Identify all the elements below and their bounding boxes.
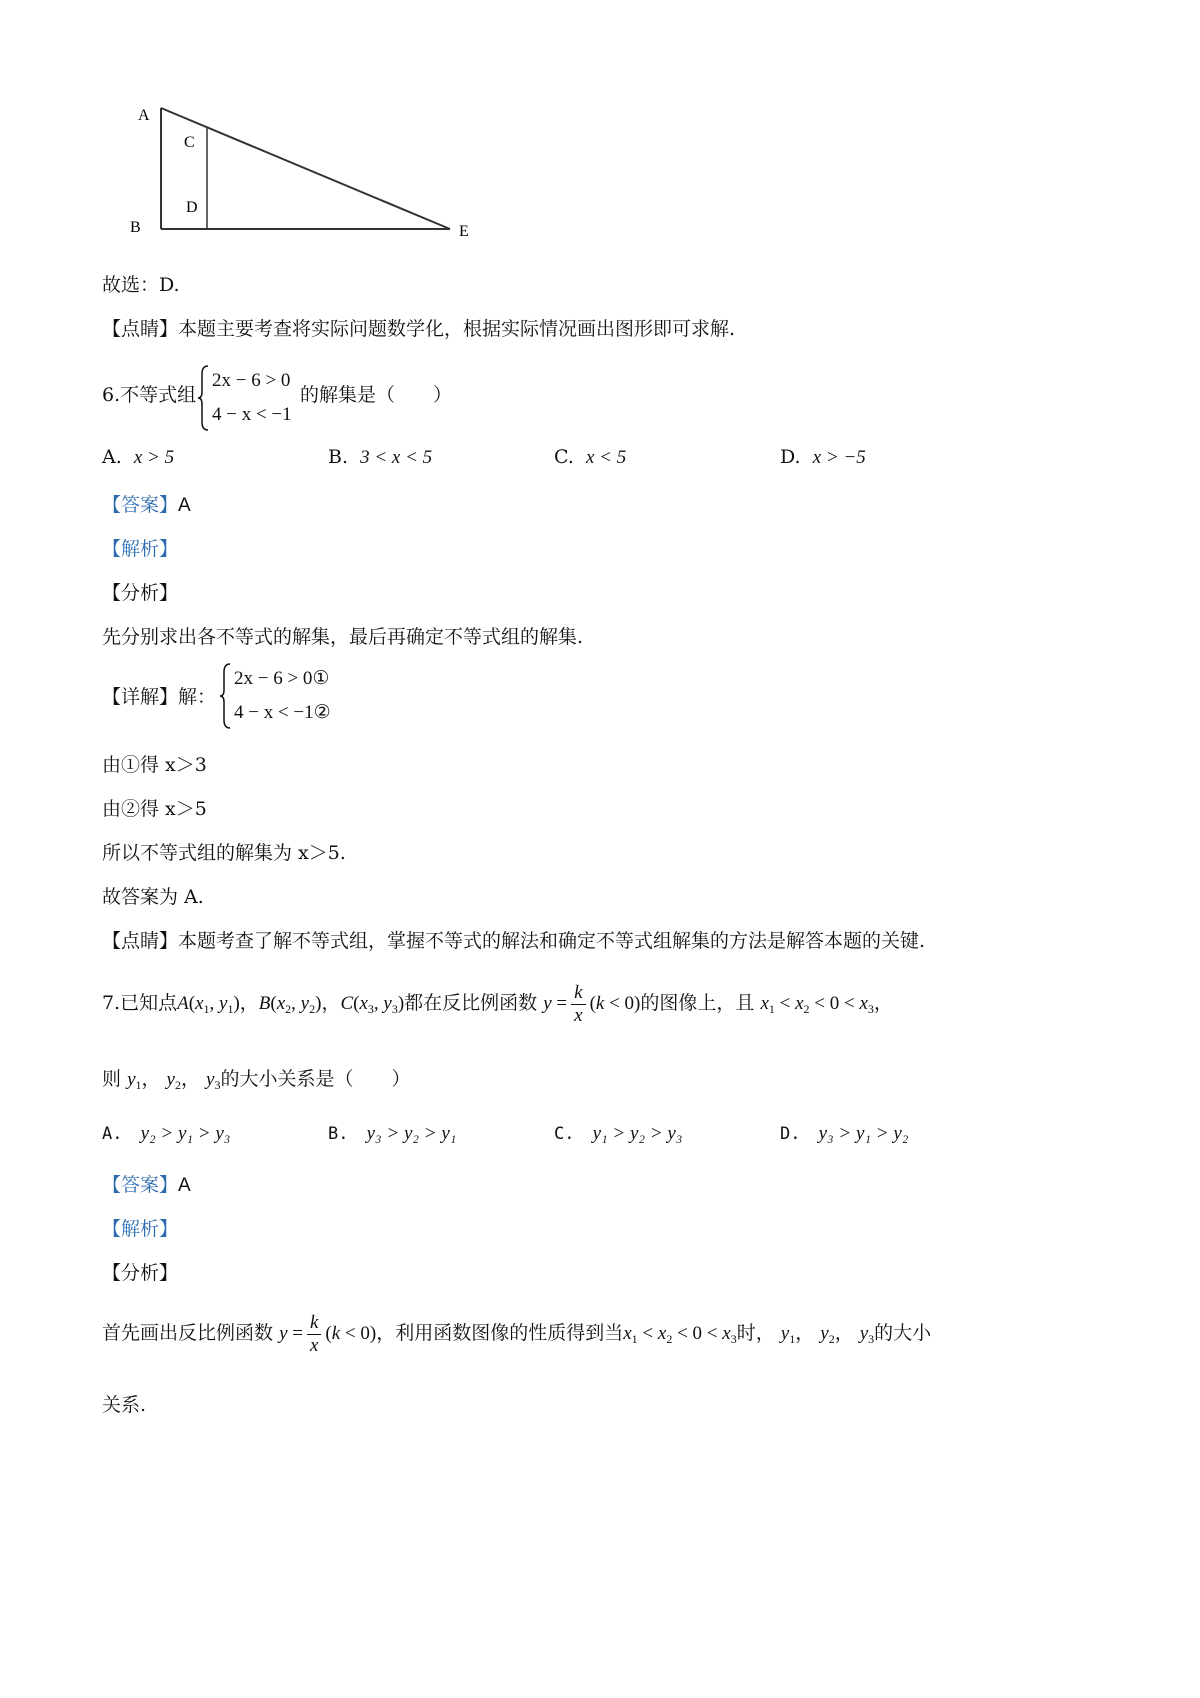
q7-analysis-tag: 【解析】	[102, 1218, 179, 1240]
q7-option-a-label: A.	[102, 1124, 123, 1144]
q7-option-b[interactable]	[328, 1122, 456, 1145]
q7-option-c[interactable]	[554, 1122, 682, 1145]
q6-step2: 由②得 x＞5	[102, 798, 207, 820]
label-b: B	[130, 219, 141, 236]
segment-ae	[161, 108, 450, 229]
q6-suffix: 的解集是（ ）	[300, 384, 453, 406]
q7-stem-line1: 7.已知点$A(x_1$, $y_1$)，$B(x_2$, $y_2$)，$C(x_3$, $y_3$)都在反比例函数 y = $\frac{k}{x}$ (k < 0)的图像上，且 $x_1 < x_2 < 0 < x_3$，	[102, 982, 893, 1026]
q7-fenxi-mid: ，利用函数图像的性质得到当	[376, 1321, 624, 1344]
brace-icon	[220, 662, 232, 730]
q7-answer-value: A	[178, 1175, 191, 1196]
q6-answer-value: A	[178, 495, 191, 516]
q6-option-b-text: 3 < x < 5	[360, 447, 433, 468]
q7-prefix: 7.已知点	[102, 991, 178, 1014]
q7-option-a[interactable]	[102, 1122, 230, 1145]
triangle-figure	[130, 100, 490, 260]
q6-option-c-label: C.	[554, 446, 574, 468]
q7-fenxi-last: 关系.	[102, 1394, 147, 1416]
q6-detail-prefix: 【详解】解：	[102, 686, 217, 708]
q6-fenxi-text: 先分别求出各不等式的解集，最后再确定不等式组的解集.	[102, 626, 584, 648]
q6-option-d-label: D.	[780, 446, 801, 468]
q7-mid1: 都在反比例函数	[404, 991, 538, 1014]
q7-answer	[102, 1170, 191, 1197]
q6-system-line2: 4 − x < −1	[212, 404, 292, 425]
q7-fenxi-end: 的大小	[874, 1321, 932, 1344]
q6-option-d-text: x > −5	[812, 447, 866, 468]
q6-comment: 【点睛】本题考查了解不等式组，掌握不等式的解法和确定不等式组解集的方法是解答本题的关键.	[102, 930, 926, 952]
q7-line2-end: 的大小关系是（ ）	[220, 1068, 411, 1090]
q7-option-c-label: C.	[554, 1124, 575, 1144]
q7-line2-prefix: 则	[102, 1068, 122, 1090]
q6-fenxi-tag: 【分析】	[102, 582, 179, 604]
q7-option-d-label: D.	[780, 1124, 801, 1144]
q6-option-a-text: x > 5	[133, 447, 175, 468]
brace-icon	[198, 364, 210, 432]
label-a: A	[138, 107, 150, 124]
q7-fenxi-when: 时，	[736, 1321, 775, 1344]
q5-conclusion: 故选：D.	[102, 274, 180, 296]
q6-answer-tag: 【答案】	[102, 494, 179, 516]
label-c: C	[184, 134, 195, 151]
q7-option-d[interactable]	[780, 1122, 908, 1145]
q6-detail-line2: 4 − x < −1②	[234, 702, 331, 723]
q7-stem-line2: 则 $y_1$， $y_2$， $y_3$的大小关系是（ ）	[102, 1068, 411, 1092]
q7-option-b-text: y₃ > y₂ > y₁	[366, 1123, 457, 1144]
q6-system-line1: 2x − 6 > 0	[212, 370, 291, 391]
q6-answer	[102, 490, 191, 517]
q7-option-a-text: y₂ > y₁ > y₃	[140, 1123, 231, 1144]
q6-option-c[interactable]	[554, 446, 626, 469]
q7-option-c-text: y₁ > y₂ > y₃	[592, 1123, 683, 1144]
q6-prefix: 6.不等式组	[102, 384, 197, 406]
q6-option-a-label: A.	[102, 446, 122, 468]
q5-comment: 【点睛】本题主要考查将实际问题数学化，根据实际情况画出图形即可求解.	[102, 318, 736, 340]
q6-step1: 由①得 x＞3	[102, 754, 207, 776]
q7-mid2: 的图像上，且	[640, 991, 755, 1014]
q7-option-b-label: B.	[328, 1124, 349, 1144]
q6-step4: 故答案为 A.	[102, 886, 204, 908]
q7-answer-tag: 【答案】	[102, 1174, 179, 1196]
label-d: D	[186, 199, 198, 216]
q6-detail-line1: 2x − 6 > 0①	[234, 668, 330, 689]
q7-fenxi-pre: 首先画出反比例函数	[102, 1321, 274, 1344]
q6-option-a[interactable]	[102, 446, 174, 469]
q6-stem	[102, 364, 602, 434]
q6-option-b[interactable]	[328, 446, 432, 469]
label-e: E	[459, 223, 469, 240]
q7-fenxi-line1: 首先画出反比例函数 y = $\frac{k}{x}$ (k < 0)，利用函数图像的性质得到当$x_1 < x_2 < 0 < x_3$时， $y_1$， $y_2$， $y_3$的大小	[102, 1312, 932, 1356]
q7-fenxi-tag: 【分析】	[102, 1262, 179, 1284]
q6-option-d[interactable]	[780, 446, 866, 469]
q7-option-d-text: y₃ > y₁ > y₂	[818, 1123, 909, 1144]
q6-step3: 所以不等式组的解集为 x＞5.	[102, 842, 346, 864]
q6-analysis-tag: 【解析】	[102, 538, 179, 560]
q6-detail	[102, 660, 502, 730]
q6-option-b-label: B.	[328, 446, 349, 468]
q6-option-c-text: x < 5	[586, 447, 627, 468]
